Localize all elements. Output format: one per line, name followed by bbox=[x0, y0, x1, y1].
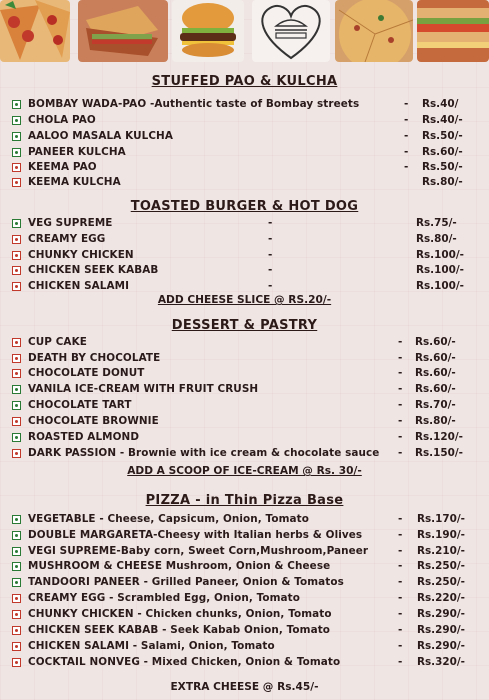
nonveg-indicator-icon bbox=[12, 266, 21, 275]
menu-item: CHICKEN SALAMI - Rs.100/- bbox=[12, 280, 482, 295]
nonveg-indicator-icon bbox=[12, 642, 21, 651]
menu-item: DOUBLE MARGARETA-Cheesy with Italian herbs & Olives - Rs.190/- bbox=[12, 529, 482, 544]
menu-item: ROASTED ALMOND - Rs.120/- bbox=[12, 431, 482, 446]
veg-indicator-icon bbox=[12, 531, 21, 540]
menu-item: VANILA ICE-CREAM WITH FRUIT CRUSH - Rs.60/- bbox=[12, 383, 482, 398]
nonveg-indicator-icon bbox=[12, 449, 21, 458]
veg-indicator-icon bbox=[12, 219, 21, 228]
menu-item: AALOO MASALA KULCHA - Rs.50/- bbox=[12, 130, 482, 145]
veg-indicator-icon bbox=[12, 578, 21, 587]
sandwich-photo bbox=[78, 0, 168, 62]
nonveg-indicator-icon bbox=[12, 163, 21, 172]
add-ice-cream-note: ADD A SCOOP OF ICE-CREAM @ Rs. 30/- bbox=[127, 465, 362, 477]
veg-indicator-icon bbox=[12, 132, 21, 141]
nonveg-indicator-icon bbox=[12, 626, 21, 635]
menu-item: CHOCOLATE DONUT - Rs.60/- bbox=[12, 367, 482, 382]
menu-item: CHICKEN SEEK KABAB - Seek Kabab Onion, Tomato - Rs.290/- bbox=[12, 624, 482, 639]
pizza-photo bbox=[335, 0, 413, 62]
veg-indicator-icon bbox=[12, 100, 21, 109]
club-sandwich-photo bbox=[417, 0, 489, 62]
extra-cheese-note: EXTRA CHEESE @ Rs.45/- bbox=[170, 681, 319, 693]
heart-burger-drawing-icon bbox=[252, 0, 330, 62]
food-photo-strip bbox=[0, 0, 489, 64]
menu-item: CUP CAKE - Rs.60/- bbox=[12, 336, 482, 351]
menu-item: COCKTAIL NONVEG - Mixed Chicken, Onion & Tomato - Rs.320/- bbox=[12, 656, 482, 671]
section-title-pizza: PIZZA - in Thin Pizza Base bbox=[145, 493, 344, 508]
menu-item: VEGETABLE - Cheese, Capsicum, Onion, Tomato - Rs.170/- bbox=[12, 513, 482, 528]
nonveg-indicator-icon bbox=[12, 235, 21, 244]
menu-item: KEEMA PAO - Rs.50/- bbox=[12, 161, 482, 176]
burger-photo bbox=[172, 0, 244, 62]
menu-item: CHICKEN SEEK KABAB - Rs.100/- bbox=[12, 264, 482, 279]
nonveg-indicator-icon bbox=[12, 251, 21, 260]
menu-item: CHOCOLATE BROWNIE - Rs.80/- bbox=[12, 415, 482, 430]
nonveg-indicator-icon bbox=[12, 354, 21, 363]
menu-item: VEGI SUPREME-Baby corn, Sweet Corn,Mushroom,Paneer - Rs.210/- bbox=[12, 545, 482, 560]
nonveg-indicator-icon bbox=[12, 178, 21, 187]
menu-item: CREAMY EGG - Scrambled Egg, Onion, Tomato - Rs.220/- bbox=[12, 592, 482, 607]
menu-item: PANEER KULCHA - Rs.60/- bbox=[12, 146, 482, 161]
menu-item: CHOLA PAO - Rs.40/- bbox=[12, 114, 482, 129]
veg-indicator-icon bbox=[12, 385, 21, 394]
veg-indicator-icon bbox=[12, 116, 21, 125]
menu-item: CHOCOLATE TART - Rs.70/- bbox=[12, 399, 482, 414]
nonveg-indicator-icon bbox=[12, 658, 21, 667]
veg-indicator-icon bbox=[12, 547, 21, 556]
menu-item: CHUNKY CHICKEN - Chicken chunks, Onion, Tomato - Rs.290/- bbox=[12, 608, 482, 623]
menu-item: CHUNKY CHICKEN - Rs.100/- bbox=[12, 249, 482, 264]
nonveg-indicator-icon bbox=[12, 369, 21, 378]
menu-item: TANDOORI PANEER - Grilled Paneer, Onion & Tomatos - Rs.250/- bbox=[12, 576, 482, 591]
menu-item: DEATH BY CHOCOLATE - Rs.60/- bbox=[12, 352, 482, 367]
nonveg-indicator-icon bbox=[12, 610, 21, 619]
veg-indicator-icon bbox=[12, 515, 21, 524]
add-cheese-note: ADD CHEESE SLICE @ RS.20/- bbox=[157, 294, 332, 306]
section-title-stuffed-pao: STUFFED PAO & KULCHA bbox=[151, 74, 338, 89]
menu-item: MUSHROOM & CHEESE Mushroom, Onion & Cheese - Rs.250/- bbox=[12, 560, 482, 575]
menu-item: KEEMA KULCHA Rs.80/- bbox=[12, 176, 482, 191]
menu-item: DARK PASSION - Brownie with ice cream & chocolate sauce - Rs.150/- bbox=[12, 447, 482, 462]
nonveg-indicator-icon bbox=[12, 594, 21, 603]
menu-item: CREAMY EGG - Rs.80/- bbox=[12, 233, 482, 248]
menu-item: CHICKEN SALAMI - Salami, Onion, Tomato - Rs.290/- bbox=[12, 640, 482, 655]
section-title-burger: TOASTED BURGER & HOT DOG bbox=[130, 199, 359, 214]
section-title-dessert: DESSERT & PASTRY bbox=[171, 318, 318, 333]
menu-item: VEG SUPREME - Rs.75/- bbox=[12, 217, 482, 232]
nonveg-indicator-icon bbox=[12, 338, 21, 347]
pizza-slices-photo bbox=[0, 0, 70, 62]
veg-indicator-icon bbox=[12, 433, 21, 442]
menu-item: BOMBAY WADA-PAO -Authentic taste of Bombay streets - Rs.40/ bbox=[12, 98, 482, 113]
nonveg-indicator-icon bbox=[12, 417, 21, 426]
veg-indicator-icon bbox=[12, 148, 21, 157]
veg-indicator-icon bbox=[12, 562, 21, 571]
nonveg-indicator-icon bbox=[12, 282, 21, 291]
veg-indicator-icon bbox=[12, 401, 21, 410]
